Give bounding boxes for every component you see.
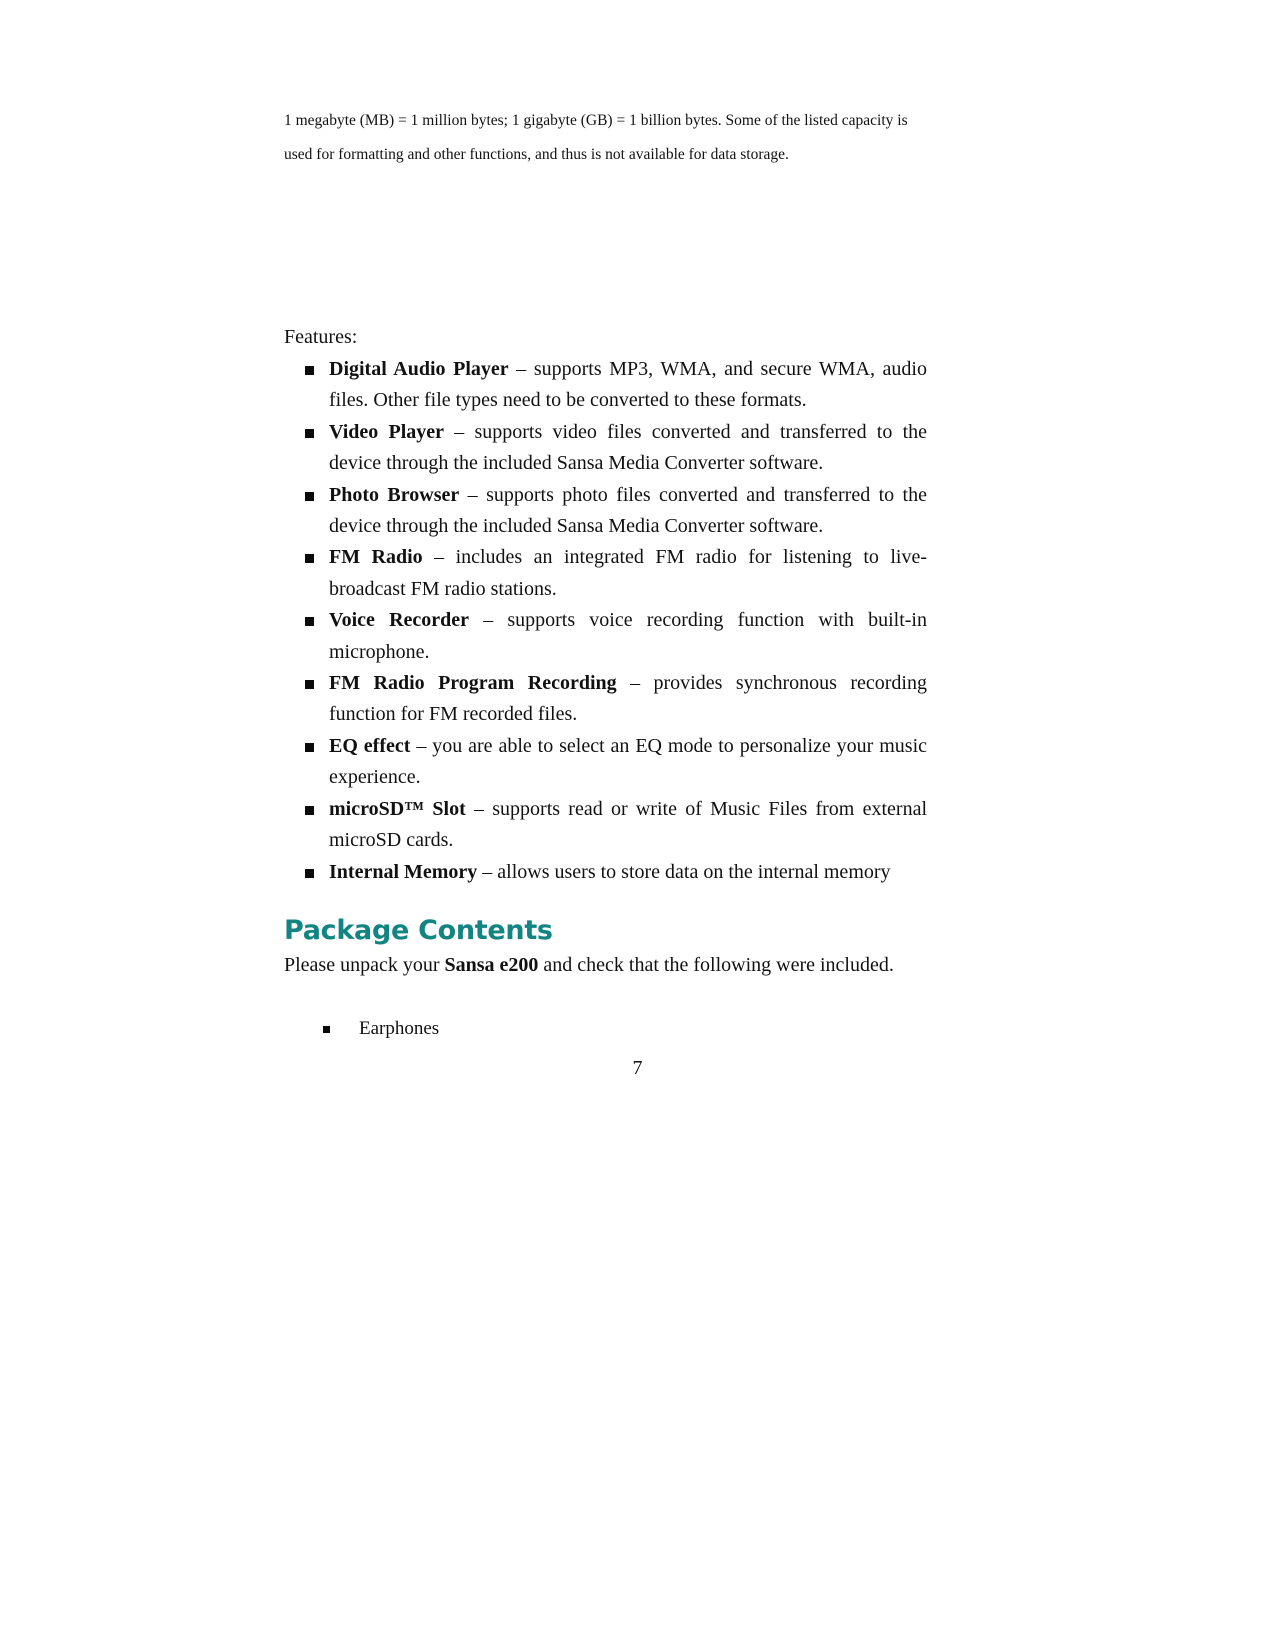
feature-dash: – (465, 797, 493, 820)
feature-term: Photo Browser (329, 483, 460, 506)
square-bullet-icon (305, 554, 314, 563)
feature-term: FM Radio Program Recording (329, 672, 617, 695)
capacity-note (284, 104, 927, 172)
square-bullet-icon (305, 743, 314, 752)
feature-dash: – (444, 420, 475, 443)
capacity-note-line-2: used for formatting and other functions, and thus is not available for data storage. (284, 146, 789, 163)
feature-item-eq-effect (284, 731, 927, 794)
feature-term: Internal Memory (329, 860, 478, 883)
product-name: Sansa e200 (444, 953, 539, 976)
feature-item-digital-audio-player (284, 354, 927, 417)
feature-term: Digital Audio Player (329, 358, 509, 380)
lead-prefix: Please unpack your (284, 953, 445, 976)
square-bullet-icon (305, 680, 314, 689)
square-bullet-icon (305, 617, 314, 626)
feature-description: allows users to store data on the internal memory (497, 860, 891, 883)
feature-dash: – (616, 672, 654, 695)
feature-item-fm-radio (284, 542, 927, 605)
feature-dash: – (422, 546, 456, 569)
feature-dash: – (469, 609, 508, 632)
feature-item-video-player (284, 417, 927, 480)
feature-description: supports MP3, WMA, and secure WMA, audio files. Other file types need to be converted to these formats. (329, 358, 927, 412)
vertical-spacer (284, 172, 927, 322)
package-contents-section (284, 914, 927, 1043)
package-item-earphones (284, 1015, 927, 1043)
package-contents-lead (284, 950, 927, 981)
package-contents-list (284, 1015, 927, 1043)
package-item-label: Earphones (359, 1017, 440, 1039)
square-bullet-icon (305, 806, 314, 815)
feature-description: supports voice recording function with built-in microphone. (329, 609, 927, 663)
feature-dash: – (410, 734, 433, 757)
feature-term: EQ effect (329, 734, 411, 757)
feature-description: supports photo files converted and transferred to the device through the included Sansa Media Converter software. (329, 483, 927, 538)
feature-item-photo-browser (284, 480, 927, 543)
square-bullet-icon (305, 429, 314, 438)
features-label: Features: (284, 326, 358, 348)
features-list (284, 354, 927, 888)
feature-description: provides synchronous recording function for FM recorded files. (329, 672, 927, 726)
feature-item-internal-memory (284, 857, 927, 888)
feature-item-microsd-slot (284, 794, 927, 857)
feature-description: you are able to select an EQ mode to personalize your music experience. (329, 734, 928, 789)
feature-dash: – (477, 860, 498, 883)
section-heading-package-contents: Package Contents (284, 914, 553, 946)
lead-suffix: and check that the following were included. (538, 953, 894, 976)
feature-item-voice-recorder (284, 605, 927, 668)
square-bullet-icon (305, 366, 314, 375)
square-bullet-icon (305, 492, 314, 501)
feature-description: includes an integrated FM radio for listening to live-broadcast FM radio stations. (329, 546, 928, 600)
small-square-bullet-icon (323, 1026, 330, 1033)
feature-item-fm-radio-program-recording (284, 668, 927, 731)
page-content (284, 104, 927, 1043)
feature-term: FM Radio (329, 546, 423, 569)
feature-dash: – (459, 483, 487, 506)
feature-description: supports read or write of Music Files from external microSD cards. (329, 797, 928, 852)
capacity-note-line-1: 1 megabyte (MB) = 1 million bytes; 1 gigabyte (GB) = 1 billion bytes. Some of the listed capacity is (284, 112, 908, 129)
feature-term: Video Player (329, 420, 445, 443)
square-bullet-icon (305, 869, 314, 878)
feature-term: microSD™ Slot (329, 797, 466, 820)
feature-description: supports video files converted and transferred to the device through the included Sansa Media Converter software. (329, 420, 927, 475)
feature-dash: – (508, 358, 534, 380)
page-number: 7 (632, 1057, 643, 1079)
feature-term: Voice Recorder (329, 609, 470, 632)
